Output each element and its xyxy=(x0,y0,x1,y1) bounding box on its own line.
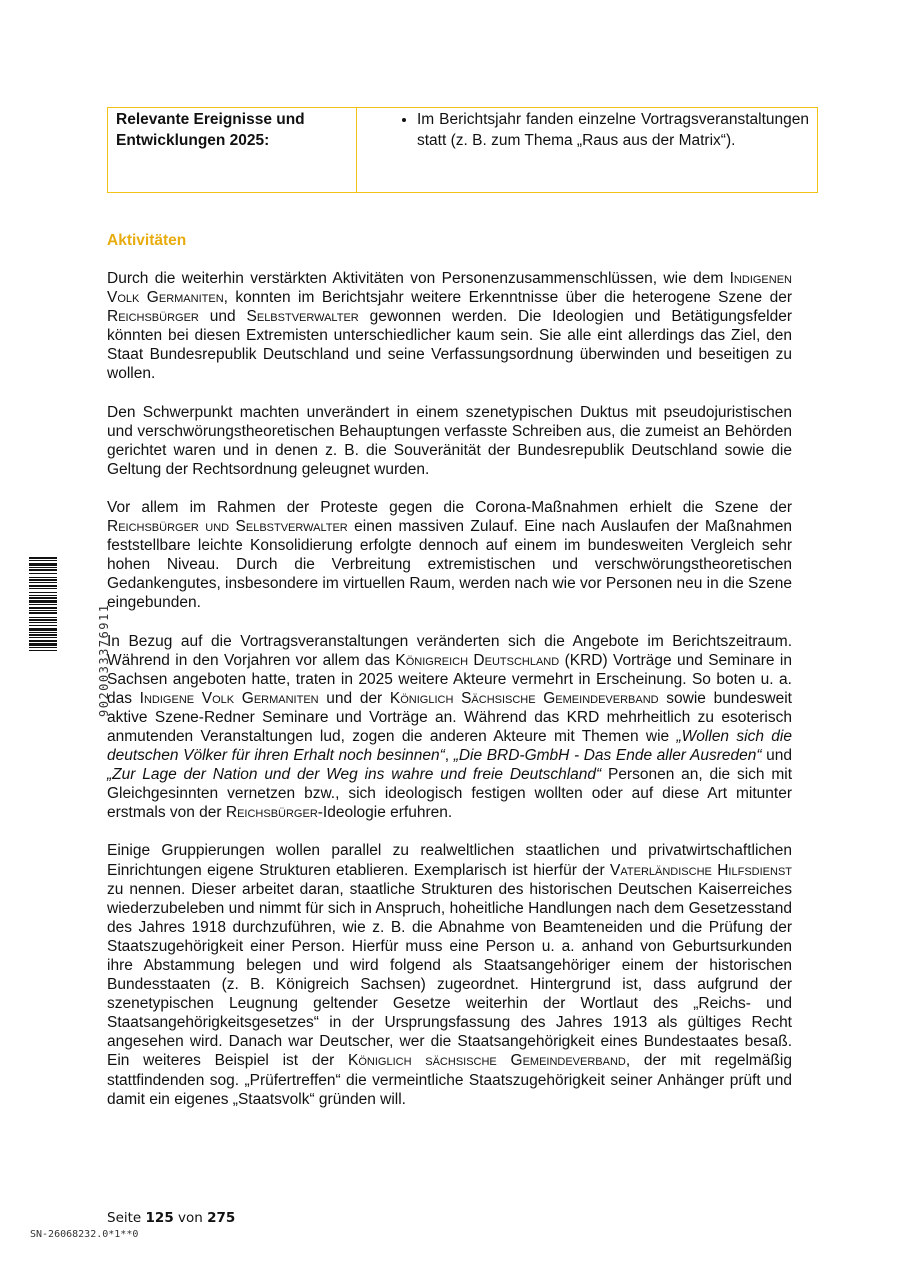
barcode-bar xyxy=(29,634,57,636)
barcode-bar xyxy=(29,595,57,596)
barcode-number: 9020033376911 xyxy=(97,603,111,717)
barcode-bar xyxy=(29,592,57,593)
barcode-bar xyxy=(29,647,57,648)
barcode-bar xyxy=(29,567,57,568)
barcode-bar xyxy=(29,560,57,561)
paragraph-3 xyxy=(107,498,792,613)
page-number: 125 xyxy=(145,1210,174,1226)
text-run: , konnten im Berichtsjahr weitere Erkenntnisse über die heterogene Szene der xyxy=(223,289,792,307)
barcode-bar xyxy=(29,617,57,618)
text-run: Vor allem im Rahmen der Proteste gegen die Corona-Maßnahmen erhielt die Szene der xyxy=(107,498,792,516)
org-name: Selbstverwalter xyxy=(246,308,359,326)
document-id: SN-26068232.0*1**0 xyxy=(30,1229,139,1240)
text-run: Einige Gruppierungen wollen parallel zu realweltlichen staatlichen und privatwirtschaftlichen Einrichtungen eigene Strukturen etablieren. Exemplarisch ist hierfür der xyxy=(107,842,792,879)
org-name: Reichsbürger xyxy=(107,308,199,326)
table-row xyxy=(108,108,818,193)
barcode-bar xyxy=(29,579,57,581)
barcode-bar xyxy=(29,597,57,599)
table-label: Relevante Ereignisse und Entwicklungen 2025: xyxy=(116,111,305,149)
text-run: , xyxy=(444,747,454,765)
barcode-bar xyxy=(29,569,57,571)
barcode-bar xyxy=(29,628,57,631)
barcode-bar xyxy=(29,625,57,626)
barcode-bar xyxy=(29,577,57,578)
paragraph-5 xyxy=(107,841,792,1108)
event-title: „Wollen sich die deutschen Völker für ihren Erhalt noch besinnen“ xyxy=(107,727,792,765)
barcode-bar xyxy=(29,640,57,642)
barcode-bar xyxy=(29,632,57,633)
paragraph-4 xyxy=(107,632,792,823)
org-name: Königlich sächsische Gemeindeverband xyxy=(348,1052,626,1070)
barcode-bar xyxy=(29,573,57,574)
bullet-item: • Im Berichtsjahr fanden einzelne Vortragsveranstaltungen statt (z. B. zum Thema „Raus aus der Matrix“). xyxy=(417,109,809,151)
page-total: 275 xyxy=(207,1210,236,1226)
org-name: Indigene Volk Germaniten xyxy=(139,689,319,707)
barcode-bar xyxy=(29,585,57,587)
barcode-bar xyxy=(29,607,57,609)
barcode-bar xyxy=(29,600,57,603)
footer-label: von xyxy=(173,1210,208,1226)
body-text xyxy=(107,269,792,1128)
text-run: gewonnen werden. Die Ideologien und Betätigungsfelder könnten bei diesen Extremisten unterschiedlicher kaum sein. Sie alle eint allerdings das Ziel, den Staat Bundesrepublik Deutschland und seine Verfassungsordnung überwinden und beseitigen zu wollen. xyxy=(107,308,793,383)
table-value-cell xyxy=(357,108,818,193)
barcode-bar xyxy=(29,588,57,589)
text-run: (KRD) Vorträge und Seminare in Sachsen angeboten hatte, traten in 2025 weitere Akteure vermehrt in Erscheinung. So boten u. a. das xyxy=(107,651,792,707)
barcode-bar xyxy=(29,650,57,651)
footer-label: Seite xyxy=(107,1210,146,1226)
text-run: sowie bundesweit aktive Szene-Redner Seminare und Vorträge an. Während das KRD mehrheitlich zu esoterisch anmutenden Veranstaltungen lud, zogen die anderen Akteure mit Themen wie xyxy=(107,689,792,745)
text-run: -Ideologie erfuhren. xyxy=(317,804,453,822)
text-run: zu nennen. Dieser arbeitet daran, staatliche Strukturen des historischen Deutschen Kaiserreiches wiederzubeleben und nimmt für sich in Anspruch, hoheitliche Handlungen nach dem Gesetzesstand des Jahres 1918 durchzuführen, wie z. B. die Abnahme von Beamteneiden und die Prüfung der Staatszugehörigkeit einer Person. Hierfür muss eine Person u. a. anhand von Geburtsurkunden ihre Abstammung belegen und wird folgend als Staatsangehöriger einem der historischen Bundesstaaten (z. B. Königreich Sachsen) zugeordnet. Hintergrund ist, dass aufgrund der szenetypischen Leugnung geltender Gesetze weiterhin der Wortlaut des „Reichs- und Staatsangehörigkeitsgesetzes“ in der Ursprungsfassung des Jahres 1913 als gültiges Recht angesehen wird. Danach war Deutscher, wer die Staatsangehörigkeit eines Bundestaates besaß. Ein weiteres Beispiel ist der xyxy=(107,880,792,1070)
text-run: , der mit regelmäßig stattfindenden sog. „Prüfertreffen“ die vermeintliche Staatszugehörigkeit seiner Anhänger prüft und damit ein eigenes „Staatsvolk“ gründen will. xyxy=(107,1052,792,1108)
table-label-cell xyxy=(108,108,357,193)
barcode-bar xyxy=(29,582,57,583)
barcode-bar xyxy=(29,619,57,621)
barcode-bar xyxy=(29,622,57,623)
barcode-bar xyxy=(29,612,57,614)
text-run: einen massiven Zulauf. Eine nach Auslaufen der Maßnahmen feststellbare leichte Konsolidierung erfolgte dennoch auf einem im bundesweiten Vergleich sehr hohen Niveau. Durch die Verbreitung extremistischen und verschwörungstheoretischen Gedankengutes, insbesondere im virtuellen Raum, werden nach wie vor Personen neu in die Szene eingebunden. xyxy=(107,518,792,612)
barcode-bars xyxy=(29,557,57,717)
barcode-bar xyxy=(29,557,57,559)
barcode-bar xyxy=(29,604,57,605)
event-title: „Die BRD-GmbH - Das Ende aller Ausreden“ xyxy=(453,747,762,765)
text-run: Personen an, die sich mit Gleichgesinnten vernetzen bzw., sich ideologisch festigen wollten oder auf diese Art mitunter erstmals von der xyxy=(107,766,792,822)
text-run: und xyxy=(198,308,247,326)
org-name: Indigenen Volk Germaniten xyxy=(107,270,792,307)
text-run: und der xyxy=(318,689,390,707)
page-footer xyxy=(107,1210,235,1226)
barcode-bar xyxy=(29,637,57,638)
bullet-list xyxy=(367,109,809,151)
barcode xyxy=(29,557,111,717)
text-run: und xyxy=(761,747,792,765)
info-table xyxy=(107,107,818,193)
text-run: In Bezug auf die Vortragsveranstaltungen veränderten sich die Angebote im Berichtszeitraum. Während in den Vorjahren vor allem das xyxy=(107,632,792,669)
event-title: „Zur Lage der Nation und der Weg ins wahre und freie Deutschland“ xyxy=(107,766,602,784)
barcode-bar xyxy=(29,610,57,611)
text-run: Durch die weiterhin verstärkten Aktivitäten von Personenzusammenschlüssen, wie dem xyxy=(107,270,730,287)
org-name: Vaterländische Hilfsdienst xyxy=(610,861,792,879)
org-name: Reichsbürger und Selbstverwalter xyxy=(107,518,348,536)
section-heading: Aktivitäten xyxy=(107,232,187,249)
barcode-bar xyxy=(29,643,57,646)
org-name: Reichsbürger xyxy=(225,804,318,822)
paragraph-2: Den Schwerpunkt machten unverändert in einem szenetypischen Duktus mit pseudojuristischen und verschwörungstheoretischen Behauptungen verfasste Schreiben aus, die zumeist an Behörden gerichtet waren und in denen z. B. die Souveränität der Bundesrepublik Deutschland sowie die Geltung der Rechtsordnung geleugnet wurden. xyxy=(107,403,792,478)
org-name: Königlich Sächsische Gemeindeverband xyxy=(389,689,659,707)
paragraph-1 xyxy=(107,269,792,384)
org-name: Königreich Deutschland xyxy=(395,651,560,669)
barcode-bar xyxy=(29,563,57,566)
